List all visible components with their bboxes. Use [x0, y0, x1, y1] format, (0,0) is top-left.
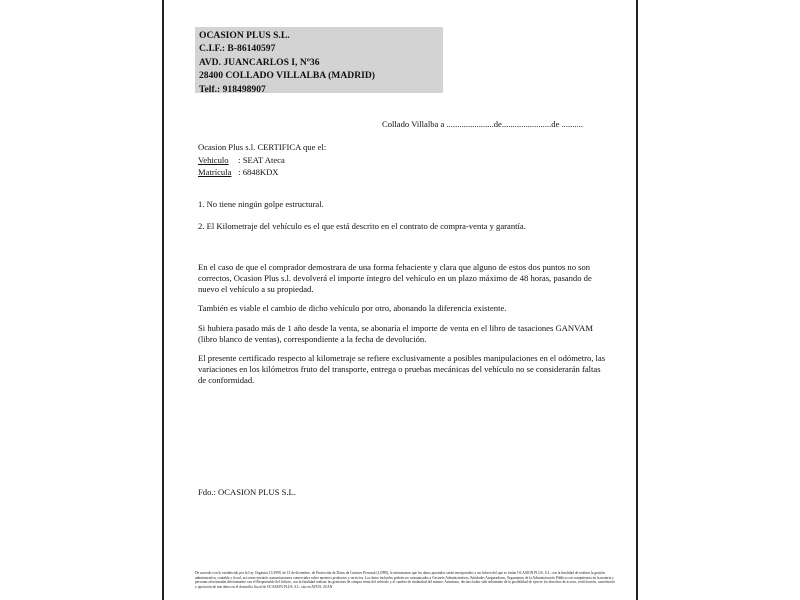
paragraph-refund: En el caso de que el comprador demostrara de una forma fehaciente y clara que alguno de estos dos puntos no son correctos, Ocasion Plus s.l. devolverá el importe íntegro del vehículo en un plazo máximo de 48 horas, pasando de nuevo el vehículo a su propiedad.: [198, 262, 592, 294]
date-line: Collado Villalba a ......................de.......................de ..........: [382, 119, 584, 129]
plate-value: : 6848KDX: [238, 167, 279, 177]
vehicle-row: [198, 155, 285, 166]
company-cif: C.I.F.: B-86140597: [199, 43, 276, 55]
company-phone: Telf.: 918498907: [199, 83, 266, 95]
plate-row: [198, 167, 279, 178]
company-name: OCASION PLUS S.L.: [199, 30, 290, 41]
company-city: 28400 COLLADO VILLALBA (MADRID): [199, 70, 375, 82]
vehicle-value: : SEAT Ateca: [238, 155, 285, 165]
paragraph-exchange: También es viable el cambio de dicho vehículo por otro, abonando la diferencia existente.: [198, 303, 507, 313]
point-2: 2. El Kilometraje del vehículo es el que está descrito en el contrato de compra-venta y garantía.: [198, 221, 526, 231]
certify-intro: Ocasion Plus s.l. CERTIFICA que el:: [198, 142, 327, 152]
company-address: AVD. JUANCARLOS I, Nº36: [199, 56, 320, 68]
vehicle-label: Vehiculo: [198, 155, 229, 165]
company-header: [195, 27, 443, 93]
point-1: 1. No tiene ningún golpe estructural.: [198, 199, 324, 209]
paragraph-odometer: El presente certificado respecto al kilometraje se refiere exclusivamente a posibles manipulaciones en el odómetro, las variaciones en los kilómetros fruto del transporte, entrega o pruebas mecánicas del vehículo no se considerarán faltas de conformidad.: [198, 353, 606, 385]
paragraph-ganvam: Si hubiera pasado más de 1 año desde la venta, se abonaría el importe de venta en el libro de tasaciones GANVAM (libro blanco de ventas), correspondiente a la fecha de devolución.: [198, 323, 594, 344]
signature: Fdo.: OCASION PLUS S.L.: [198, 487, 296, 497]
plate-label: Matrícula: [198, 167, 232, 177]
legal-footnote: De acuerdo con lo establecido por la Ley Orgánica 15/1999, de 13 de diciembre, de Protección de Datos de Carácter Personal (LOPD), le informamos que los datos aportados serán incorporados a un fichero del que es titular OCASION PLUS, S.L. con la finalidad de realizar la gestión administrativa, contable y fiscal, así como enviarle comunicaciones comerciales sobre nuestros productos y servicios. Los datos incluidos podrán ser comunicados a Gestores Administrativos, Entidades Aseguradoras, Organismos de la Administración Pública con competencia en la materia y personas relacionadas directamente con el Responsable del fichero, con la finalidad realizar las gestiones de compra venta del vehículo y el cambio de titularidad del mismo. Asimismo, declaro haber sido informado de la posibilidad de ejercer los derechos de acceso, rectificación, cancelación y oposición de mis datos en el domicilio fiscal de OCASION PLUS, S.L. sito en AVDA. JUAN: [195, 571, 615, 589]
